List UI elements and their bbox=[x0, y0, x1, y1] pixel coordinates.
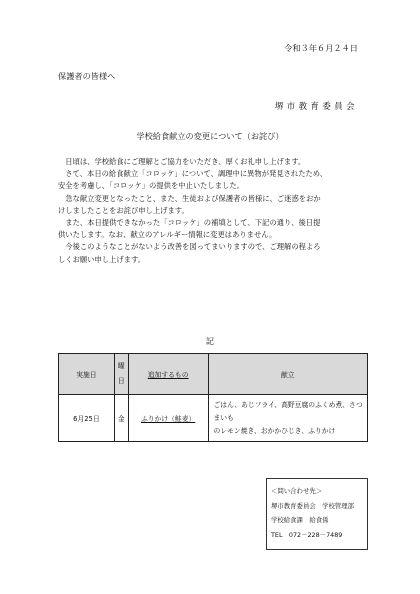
body-line: しくお願い申し上げます。 bbox=[58, 254, 145, 264]
body-line: 供いたします。なお、献立のアレルギー情報に変更はありません。 bbox=[58, 230, 277, 240]
notice-body bbox=[58, 156, 368, 266]
header-added-item: 追加するもの bbox=[128, 354, 208, 395]
body-line: けしましたことをお詫び申し上げます。 bbox=[58, 205, 189, 215]
sender-line: 堺市教育委員会 bbox=[274, 101, 358, 111]
body-line: 今後このようなことがないよう改善を図ってまいりますので、ご理解の程よろ bbox=[65, 242, 321, 252]
header-weekday: 曜 日 bbox=[114, 354, 128, 395]
menu-change-table bbox=[58, 353, 368, 442]
body-line: 日頃は、学校給食にご理解とご協力をいただき、厚くお礼申し上げます。 bbox=[65, 157, 306, 166]
contact-department: 堺市教育委員会 学校管理部 bbox=[271, 501, 355, 510]
header-date: 実施日 bbox=[59, 354, 115, 395]
table-row bbox=[59, 395, 368, 442]
recipient-line: 保護者の皆様へ bbox=[58, 71, 116, 81]
contact-heading: ＜問い合わせ先＞ bbox=[271, 487, 323, 495]
cell-added-item: ふりかけ（鮭麦） bbox=[128, 395, 208, 442]
body-line: また、本日提供できなかった「コロッケ」の補填として、下記の通り、後日提 bbox=[65, 218, 321, 228]
body-line: 安全を考慮し、「コロッケ」の提供を中止いたしました。 bbox=[58, 181, 244, 191]
cell-menu: ごはん、あじフライ、高野豆腐のふくめ煮、さつまいも のレモン焼き、おかかひじき、ふりかけ bbox=[208, 395, 367, 442]
contact-phone: TEL 072－228－7489 bbox=[271, 530, 343, 539]
contact-box bbox=[266, 478, 368, 550]
document-date: 令和３年６月２４日 bbox=[284, 43, 358, 53]
header-menu: 献立 bbox=[208, 354, 367, 395]
ki-heading: 記 bbox=[205, 336, 215, 346]
cell-weekday: 金 bbox=[114, 395, 128, 442]
body-line: さて、本日の給食献立「コロッケ」について、調理中に異物が発見されたため、 bbox=[65, 169, 328, 179]
table-header-row bbox=[59, 354, 368, 395]
document-title: 学校給食献立の変更について（お詫び） bbox=[136, 131, 284, 141]
contact-section: 学校給食課 給食係 bbox=[271, 516, 329, 524]
cell-date: 6月25日 bbox=[59, 395, 115, 442]
body-line: 急な献立変更となったこと、また、生徒および保護者の皆様に、ご迷惑をおか bbox=[65, 193, 321, 203]
